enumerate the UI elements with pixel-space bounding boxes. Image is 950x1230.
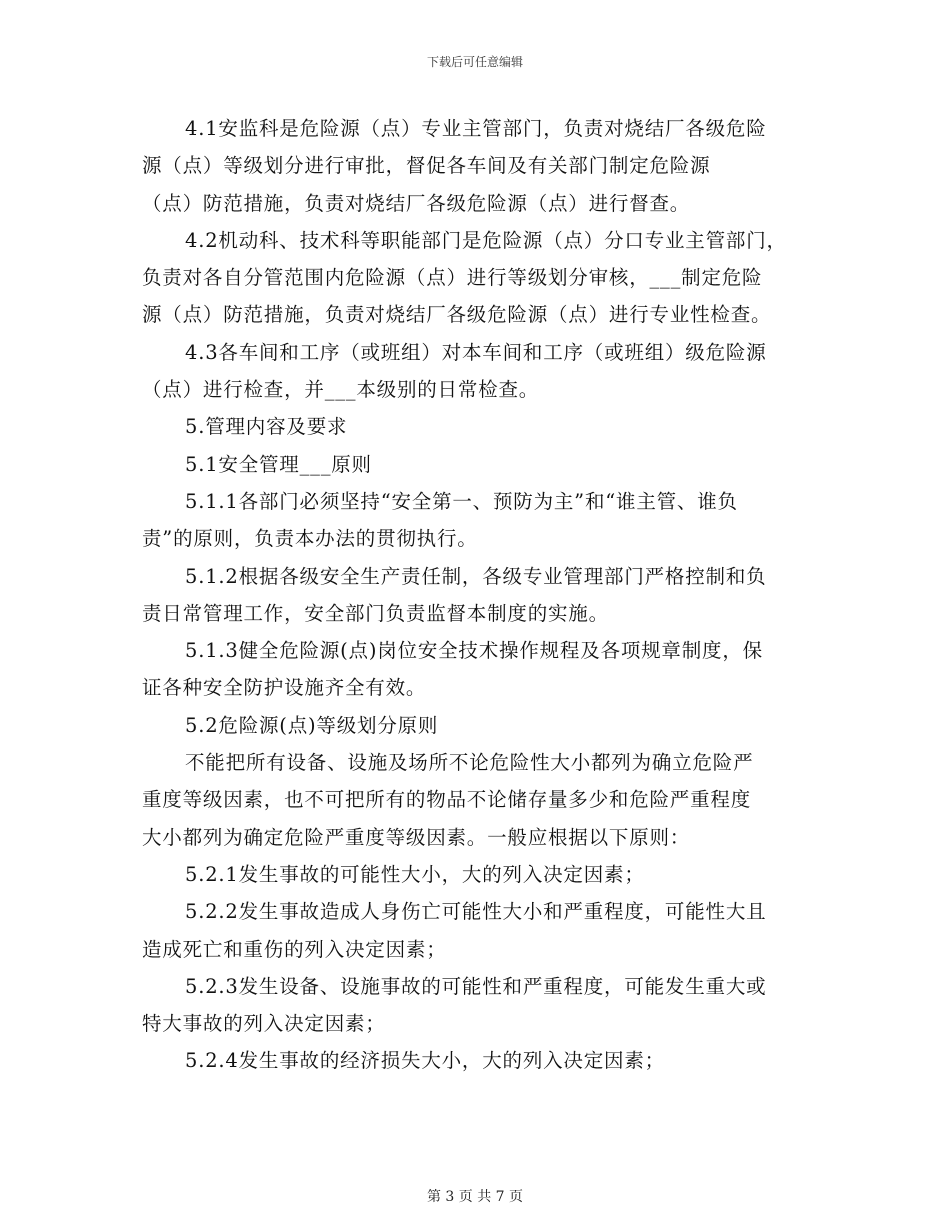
paragraph-line: 5.2.2发生事故造成人身伤亡可能性大小和严重程度，可能性大且 xyxy=(185,900,767,924)
paragraph-line: 4.1安监科是危险源（点）专业主管部门，负责对烧结厂各级危险 xyxy=(185,117,767,140)
paragraph-line: 证各种安全防护设施齐全有效。 xyxy=(142,676,427,700)
paragraph-line: （点）防范措施，负责对烧结厂各级危险源（点）进行督查。 xyxy=(142,191,691,215)
document-body xyxy=(142,110,812,1080)
paragraph-line: 源（点）防范措施，负责对烧结厂各级危险源（点）进行专业性检查。 xyxy=(142,303,772,327)
paragraph-line: 5.2.3发生设备、设施事故的可能性和严重程度，可能发生重大或 xyxy=(185,974,767,998)
paragraph-line: 大小都列为确定危险严重度等级因素。一般应根据以下原则： xyxy=(142,825,691,849)
page-number: 第 3 页 共 7 页 xyxy=(426,1189,524,1205)
page-header: 下载后可任意编辑 xyxy=(426,55,523,69)
subsection-heading: 5.1安全管理___原则 xyxy=(185,452,372,476)
paragraph-line: 特大事故的列入决定因素； xyxy=(142,1012,386,1036)
paragraph-line: 造成死亡和重伤的列入决定因素； xyxy=(142,937,447,961)
paragraph-line: 责日常管理工作，安全部门负责监督本制度的实施。 xyxy=(142,601,609,625)
paragraph-line: 5.2.1发生事故的可能性大小，大的列入决定因素； xyxy=(185,862,645,886)
section-heading: 5.管理内容及要求 xyxy=(185,415,348,439)
paragraph-line: 5.2.4发生事故的经济损失大小，大的列入决定因素； xyxy=(185,1049,665,1073)
paragraph-line: 不能把所有设备、设施及场所不论危险性大小都列为确立危险严 xyxy=(185,751,754,775)
paragraph-line: 重度等级因素，也不可把所有的物品不论储存量多少和危险严重程度 xyxy=(142,788,752,812)
paragraph-line: 4.3各车间和工序（或班组）对本车间和工序（或班组）级危险源 xyxy=(185,340,767,364)
paragraph-line: （点）进行检查，并___本级别的日常检查。 xyxy=(142,378,540,402)
paragraph-line: 责”的原则，负责本办法的贯彻执行。 xyxy=(142,527,478,551)
paragraph-line: 源（点）等级划分进行审批，督促各车间及有关部门制定危险源 xyxy=(142,154,711,178)
paragraph-line: 4.2机动科、技术科等职能部门是危险源（点）分口专业主管部门， xyxy=(185,228,787,252)
paragraph-line: 5.1.1各部门必须坚持“安全第一、预防为主”和“谁主管、谁负 xyxy=(185,489,738,513)
subsection-heading: 5.2危险源(点)等级划分原则 xyxy=(185,713,439,737)
paragraph-line: 5.1.3健全危险源(点)岗位安全技术操作规程及各项规章制度，保 xyxy=(185,639,763,663)
paragraph-line: 负责对各自分管范围内危险源（点）进行等级划分审核，___制定危险 xyxy=(142,266,763,290)
paragraph-line: 5.1.2根据各级安全生产责任制，各级专业管理部门严格控制和负 xyxy=(185,564,767,588)
